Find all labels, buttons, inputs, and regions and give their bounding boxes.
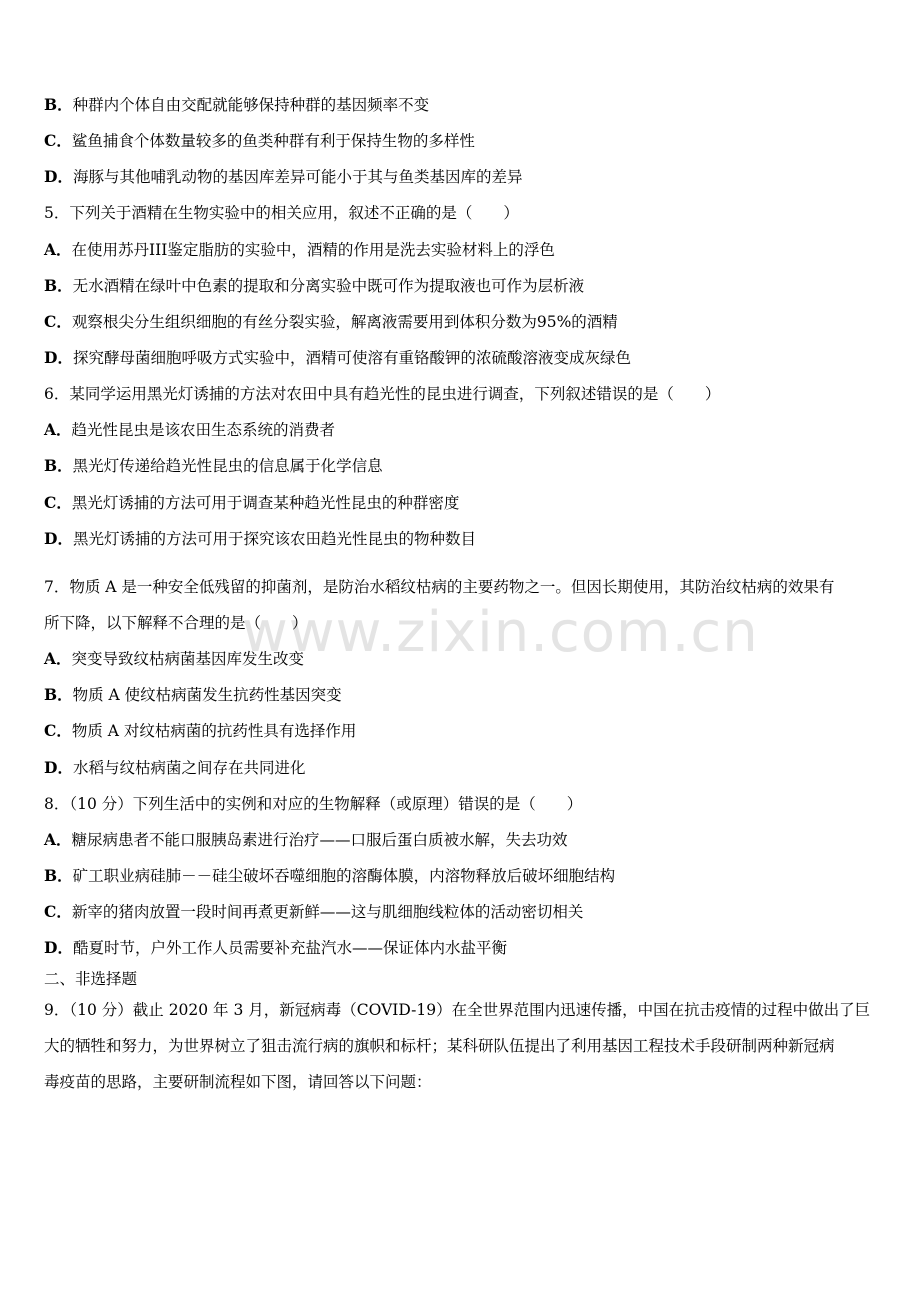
option-b-q7: B．物质 A 使纹枯病菌发生抗药性基因突变 — [44, 685, 342, 704]
question-9-line-2: 大的牺牲和努力，为世界树立了狙击流行病的旗帜和标杆；某科研队伍提出了利用基因工程技术手段研制两种新冠病 — [44, 1037, 835, 1055]
watermark: www.zixin.com.cn — [242, 600, 759, 665]
question-9-line-1: 9．（10 分）截止 2020 年 3 月，新冠病毒（COVID-19）在全世界范围内迅速传播，中国在抗击疫情的过程中做出了巨 — [44, 1001, 871, 1019]
option-a-q5: A．在使用苏丹III鉴定脂肪的实验中，酒精的作用是洗去实验材料上的浮色 — [44, 240, 555, 259]
option-a-q8: A．糖尿病患者不能口服胰岛素进行治疗——口服后蛋白质被水解，失去功效 — [44, 830, 568, 849]
option-c-q6: C．黑光灯诱捕的方法可用于调查某种趋光性昆虫的种群密度 — [44, 493, 460, 512]
section-heading: 二、非选择题 — [44, 970, 138, 988]
option-a-q6: A．趋光性昆虫是该农田生态系统的消费者 — [44, 420, 336, 439]
option-d-q4: D．海豚与其他哺乳动物的基因库差异可能小于其与鱼类基因库的差异 — [44, 167, 523, 186]
option-b-q6: B．黑光灯传递给趋光性昆虫的信息属于化学信息 — [44, 456, 383, 475]
option-b-q4: B．种群内个体自由交配就能够保持种群的基因频率不变 — [44, 95, 430, 114]
question-7-line-2: 所下降，以下解释不合理的是（ ） — [44, 614, 308, 632]
option-c-q8: C．新宰的猪肉放置一段时间再煮更新鲜——这与肌细胞线粒体的活动密切相关 — [44, 902, 584, 921]
option-d-q7: D．水稻与纹枯病菌之间存在共同进化 — [44, 758, 306, 777]
option-c-q4: C．鲨鱼捕食个体数量较多的鱼类种群有利于保持生物的多样性 — [44, 131, 475, 150]
question-5: 5．下列关于酒精在生物实验中的相关应用，叙述不正确的是（ ） — [44, 204, 519, 222]
option-c-q7: C．物质 A 对纹枯病菌的抗药性具有选择作用 — [44, 721, 357, 740]
option-d-q5: D．探究酵母菌细胞呼吸方式实验中，酒精可使溶有重铬酸钾的浓硫酸溶液变成灰绿色 — [44, 348, 631, 367]
option-d-q6: D．黑光灯诱捕的方法可用于探究该农田趋光性昆虫的物种数目 — [44, 529, 476, 548]
option-b-q5: B．无水酒精在绿叶中色素的提取和分离实验中既可作为提取液也可作为层析液 — [44, 276, 585, 295]
option-d-q8: D．酷夏时节，户外工作人员需要补充盐汽水——保证体内水盐平衡 — [44, 938, 507, 957]
question-9-line-3: 毒疫苗的思路，主要研制流程如下图，请回答以下问题： — [44, 1073, 432, 1091]
question-8: 8．（10 分）下列生活中的实例和对应的生物解释（或原理）错误的是（ ） — [44, 795, 583, 813]
option-a-q7: A．突变导致纹枯病菌基因库发生改变 — [44, 649, 305, 668]
question-7-line-1: 7．物质 A 是一种安全低残留的抑菌剂，是防治水稻纹枯病的主要药物之一。但因长期使用，其防治纹枯病的效果有 — [44, 578, 835, 596]
option-b-q8: B．矿工职业病硅肺－－硅尘破坏吞噬细胞的溶酶体膜，内溶物释放后破坏细胞结构 — [44, 866, 616, 885]
option-c-q5: C．观察根尖分生组织细胞的有丝分裂实验，解离液需要用到体积分数为95%的酒精 — [44, 312, 618, 331]
question-6: 6．某同学运用黑光灯诱捕的方法对农田中具有趋光性的昆虫进行调查，下列叙述错误的是（ ） — [44, 385, 721, 403]
